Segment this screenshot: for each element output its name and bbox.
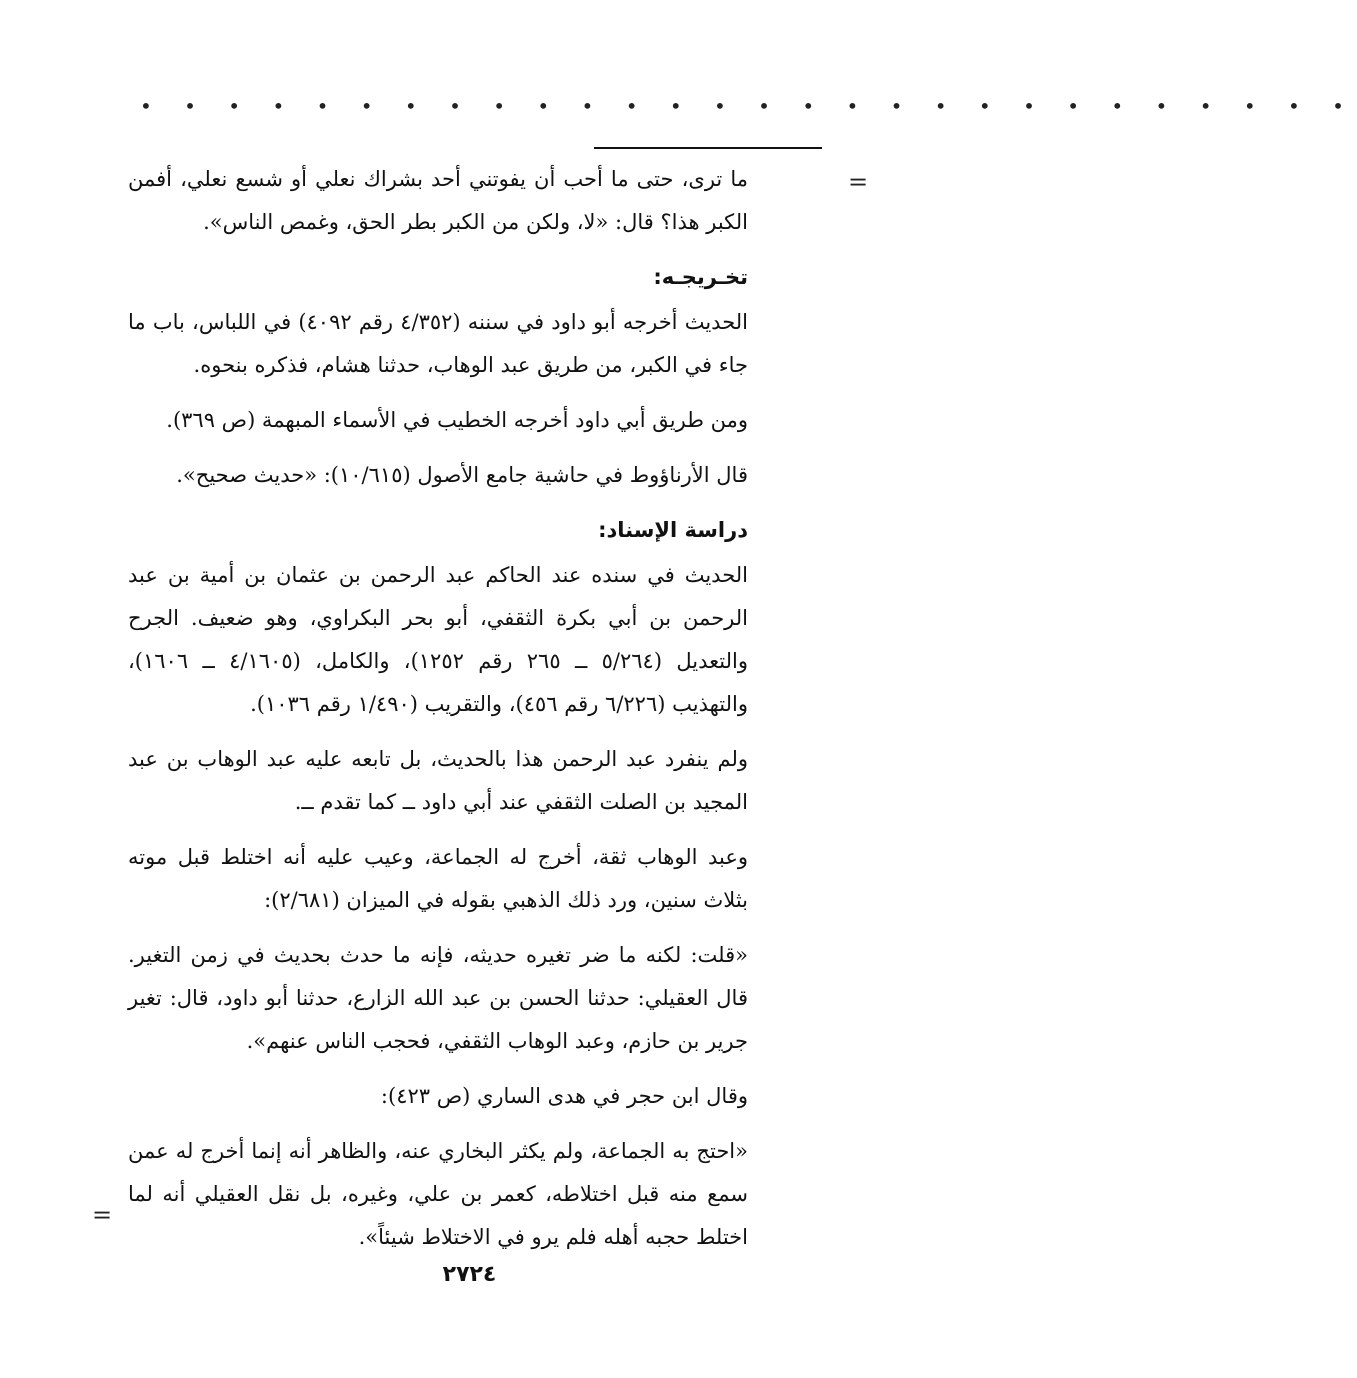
heading-isnad-study: دراسة الإسناد:: [598, 518, 748, 542]
page-body: [128, 158, 748, 1271]
paragraph-mutaba: ولم ينفرد عبد الرحمن هذا بالحديث، بل تابعه عليه عبد الوهاب بن عبد المجيد بن الصلت الثقفي عند أبي داود ــ كما تقدم ــ.: [128, 747, 748, 814]
footnote-rule: [594, 147, 822, 149]
paragraph-ibn-hajar: وقال ابن حجر في هدى الساري (ص ٤٢٣):: [380, 1084, 748, 1108]
continuation-mark-bottom: =: [92, 1201, 113, 1229]
paragraph-khatib: ومن طريق أبي داود أخرجه الخطيب في الأسماء المبهمة (ص ٣٦٩).: [166, 408, 748, 432]
paragraph-takhrij-abudawud: الحديث أخرجه أبو داود في سننه (٤/٣٥٢ رقم ٤٠٩٢) في اللباس، باب ما جاء في الكبر، من طريق عبد الوهاب، حدثنا هشام، فذكره بنحوه.: [128, 310, 748, 377]
dotted-separator: • • • • • • • • • • • • • • • • • • • • • • • • • • • •: [140, 94, 1357, 118]
page-number: ٢٧٢٤: [442, 1262, 497, 1287]
paragraph-dhahabi-quote: «قلت: لكنه ما ضر تغيره حديثه، فإنه ما حدث بحديث في زمن التغير. قال العقيلي: حدثنا الحسن بن عبد الله الزارع، حدثنا أبو داود، قال: تغير جرير بن حازم، وعبد الوهاب الثقفي، فحجب الناس عنهم».: [128, 943, 748, 1053]
paragraph-arnaout: قال الأرناؤوط في حاشية جامع الأصول (١٠/٦١٥): «حديث صحيح».: [176, 463, 748, 487]
paragraph-abdulwahhab: وعبد الوهاب ثقة، أخرج له الجماعة، وعيب عليه أنه اختلط قبل موته بثلاث سنين، ورد ذلك الذهبي بقوله في الميزان (٢/٦٨١):: [128, 845, 748, 912]
paragraph-isnad: الحديث في سنده عند الحاكم عبد الرحمن بن عثمان بن أمية بن عبد الرحمن بن أبي بكرة الثقفي، أبو بحر البكراوي، وهو ضعيف. الجرح والتعديل (٥/٢٦٤ ــ ٢٦٥ رقم ١٢٥٢)، والكامل، (٤/١٦٠٥ ــ ١٦٠٦)، والتهذيب (٦/٢٢٦ رقم ٤٥٦)، والتقريب (١/٤٩٠ رقم ١٠٣٦).: [128, 563, 749, 716]
heading-takhrij: تخـريجـه:: [653, 265, 748, 289]
paragraph-ibn-hajar-quote: «احتج به الجماعة، ولم يكثر البخاري عنه، والظاهر أنه إنما أخرج له عمن سمع منه قبل اختلاطه، كعمر بن علي، وغيره، بل نقل العقيلي أنه لما اختلط حجبه أهله فلم يرو في الاختلاط شيئاً».: [128, 1139, 748, 1249]
paragraph-hadith-continuation: ما ترى، حتى ما أحب أن يفوتني أحد بشراك نعلي أو شسع نعلي، أفمن الكبر هذا؟ قال: «لا، ولكن من الكبر بطر الحق، وغمص الناس».: [128, 167, 748, 234]
continuation-mark-top: =: [848, 168, 869, 196]
